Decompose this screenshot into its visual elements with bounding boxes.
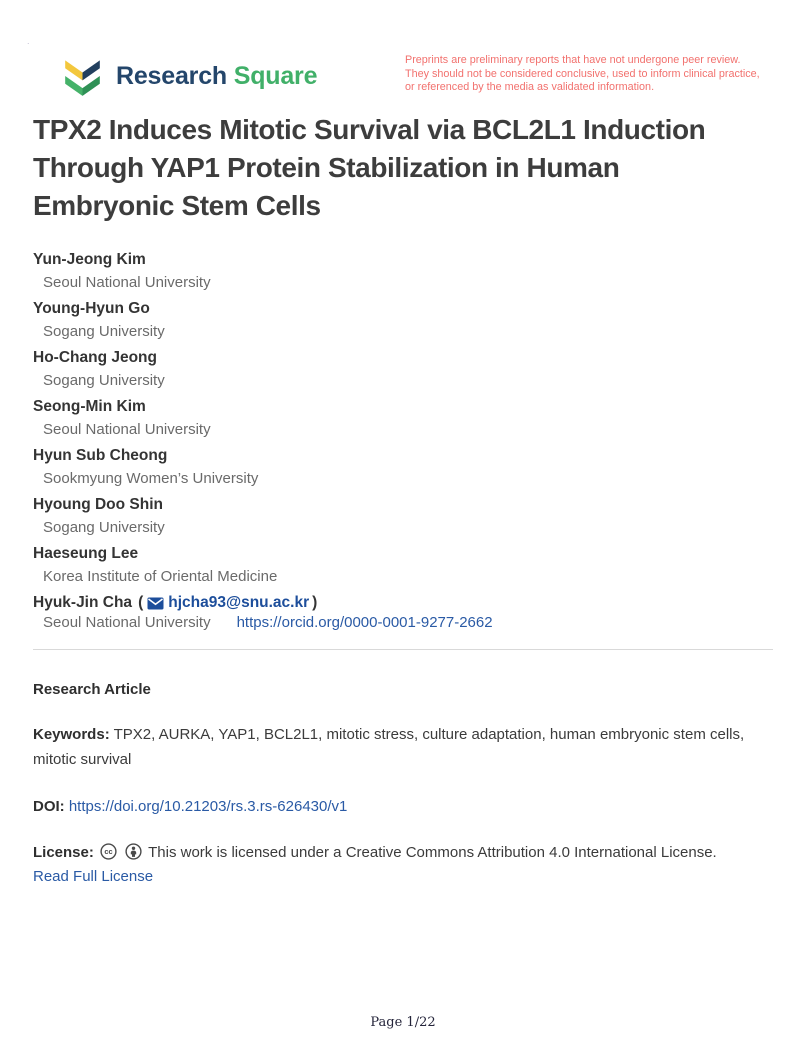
header: [0, 0, 806, 96]
author-affiliation: Sookmyung Women’s University: [43, 470, 259, 487]
orcid-link[interactable]: https://orcid.org/0000-0001-9277-2662: [236, 614, 493, 631]
corresponding-author-name-line: [33, 593, 773, 613]
page-title: [33, 111, 773, 225]
author-affiliation: Sogang University: [43, 519, 165, 536]
keywords-paragraph: [33, 722, 773, 772]
author-affiliation: Seoul National University: [43, 614, 211, 631]
author-entry: [33, 299, 773, 342]
envelope-icon: [147, 597, 164, 610]
page-number-footer: Page 1/22: [370, 1015, 436, 1030]
author-name: Hyun Sub Cheong: [33, 447, 168, 464]
author-entry: [33, 544, 773, 587]
preprint-disclaimer: [405, 54, 773, 95]
corresponding-author-entry: [33, 593, 773, 633]
keywords-text: TPX2, AURKA, YAP1, BCL2L1, mitotic stress, culture adaptation, human embryonic stem cells, mitotic survival: [33, 726, 745, 768]
cc-icon: [100, 843, 117, 860]
logo-wordmark: [116, 62, 317, 91]
author-name: Yun-Jeong Kim: [33, 251, 146, 268]
author-name: Ho-Chang Jeong: [33, 349, 157, 366]
author-name: Hyuk-Jin Cha: [33, 594, 133, 611]
paren-open: (: [138, 594, 144, 611]
author-entry: [33, 446, 773, 489]
author-affiliation: Seoul National University: [43, 421, 211, 438]
author-entry: [33, 397, 773, 440]
research-square-logo-mark-icon: [60, 56, 105, 96]
author-affiliation: Sogang University: [43, 372, 165, 389]
doi-label: DOI:: [33, 798, 65, 815]
title-line: Through YAP1 Protein Stabilization in Human: [33, 152, 620, 183]
author-affiliation: Seoul National University: [43, 274, 211, 291]
logo-word-research: Research: [116, 61, 227, 90]
license-text: This work is licensed under a Creative Commons Attribution 4.0 International License.: [148, 844, 717, 861]
paren-close: ): [312, 594, 318, 611]
license-paragraph: [33, 841, 773, 889]
disclaimer-line: They should not be considered conclusive, used to inform clinical practice,: [405, 67, 760, 80]
author-affiliation: Sogang University: [43, 323, 165, 340]
doi-paragraph: [33, 798, 773, 815]
title-line: TPX2 Induces Mitotic Survival via BCL2L1 Induction: [33, 114, 706, 145]
author-affiliation: Korea Institute of Oriental Medicine: [43, 568, 278, 585]
research-square-logo: [60, 56, 317, 96]
article-type-label: Research Article: [33, 681, 151, 698]
title-line: Embryonic Stem Cells: [33, 190, 321, 221]
keywords-label: Keywords:: [33, 726, 110, 743]
read-full-license-link[interactable]: Read Full License: [33, 868, 154, 885]
author-name: Haeseung Lee: [33, 545, 139, 562]
author-entry: [33, 348, 773, 391]
author-name: Seong-Min Kim: [33, 398, 146, 415]
license-label: License:: [33, 844, 94, 861]
author-list: [33, 250, 773, 633]
author-name: Young-Hyun Go: [33, 300, 150, 317]
svg-text:cc: cc: [104, 847, 113, 857]
author-entry: [33, 495, 773, 538]
disclaimer-line: or referenced by the media as validated information.: [405, 81, 655, 94]
section-divider: [33, 649, 773, 650]
corresponding-affiliation-line: [33, 613, 773, 633]
author-entry: [33, 250, 773, 293]
logo-word-square: Square: [233, 61, 318, 90]
cc-by-attribution-icon: [125, 843, 142, 860]
author-name: Hyoung Doo Shin: [33, 496, 164, 513]
doi-link[interactable]: https://doi.org/10.21203/rs.3.rs-626430/v1: [68, 798, 348, 815]
disclaimer-line: Preprints are preliminary reports that have not undergone peer review.: [405, 54, 741, 66]
corresponding-email-link[interactable]: hjcha93@snu.ac.kr: [168, 594, 310, 611]
stray-mark: .: [27, 36, 30, 46]
